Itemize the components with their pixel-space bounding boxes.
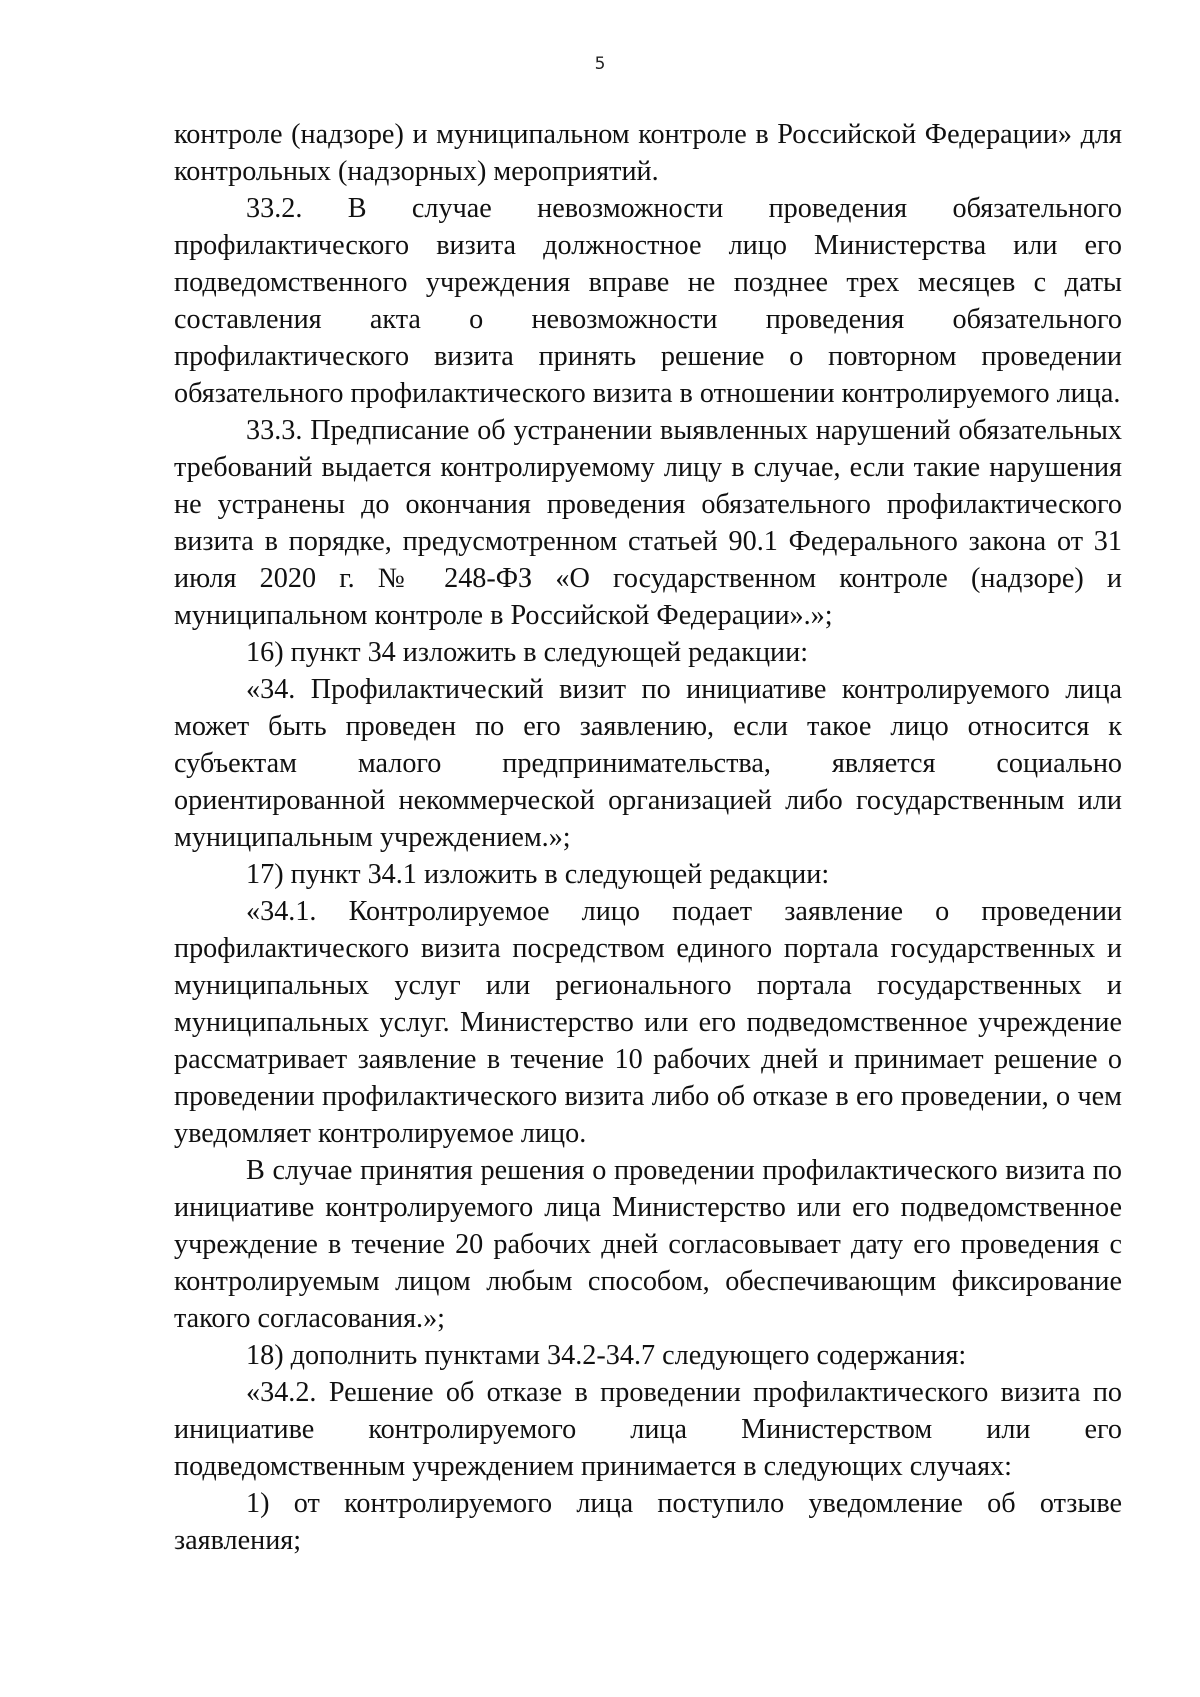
paragraph: 33.2. В случае невозможности проведения обязательного профилактического визита должностное лицо Министерства или его подведомственного учреждения вправе не позднее трех месяцев с даты составления акта о невозможности проведения обязательного профилактического визита принять решение о повторном проведении обязательного профилактического визита в отношении контролируемого лица.: [174, 193, 1122, 409]
document-body: [174, 116, 1122, 1559]
page-number: 5: [594, 54, 606, 74]
paragraph: В случае принятия решения о проведении профилактического визита по инициативе контролируемого лица Министерство или его подведомственное учреждение в течение 20 рабочих дней согласовывает дату его проведения с контролируемым лицом любым способом, обеспечивающим фиксирование такого согласования.»;: [174, 1155, 1122, 1334]
paragraph: 1) от контролируемого лица поступило уведомление об отзыве заявления;: [174, 1488, 1122, 1556]
paragraph: «34. Профилактический визит по инициативе контролируемого лица может быть проведен по его заявлению, если такое лицо относится к субъектам малого предпринимательства, является социально ориентированной некоммерческой организацией либо государственным или муниципальным учреждением.»;: [174, 674, 1122, 853]
paragraph: 33.3. Предписание об устранении выявленных нарушений обязательных требований выдается контролируемому лицу в случае, если такие нарушения не устранены до окончания проведения обязательного профилактического визита в порядке, предусмотренном статьей 90.1 Федерального закона от 31 июля 2020 г. № 248-ФЗ «О государственном контроле (надзоре) и муниципальном контроле в Российской Федерации».»;: [174, 415, 1122, 631]
paragraph: 16) пункт 34 изложить в следующей редакции:: [246, 637, 809, 668]
paragraph: «34.1. Контролируемое лицо подает заявление о проведении профилактического визита посредством единого портала государственных и муниципальных услуг или регионального портала государственных и муниципальных услуг. Министерство или его подведомственное учреждение рассматривает заявление в течение 10 рабочих дней и принимает решение о проведении профилактического визита либо об отказе в его проведении, о чем уведомляет контролируемое лицо.: [174, 896, 1122, 1149]
paragraph: «34.2. Решение об отказе в проведении профилактического визита по инициативе контролируемого лица Министерством или его подведомственным учреждением принимается в следующих случаях:: [174, 1377, 1122, 1482]
paragraph: 18) дополнить пунктами 34.2-34.7 следующего содержания:: [246, 1340, 967, 1371]
paragraph: 17) пункт 34.1 изложить в следующей редакции:: [246, 859, 830, 890]
paragraph: контроле (надзоре) и муниципальном контроле в Российской Федерации» для контрольных (надзорных) мероприятий.: [174, 119, 1122, 187]
